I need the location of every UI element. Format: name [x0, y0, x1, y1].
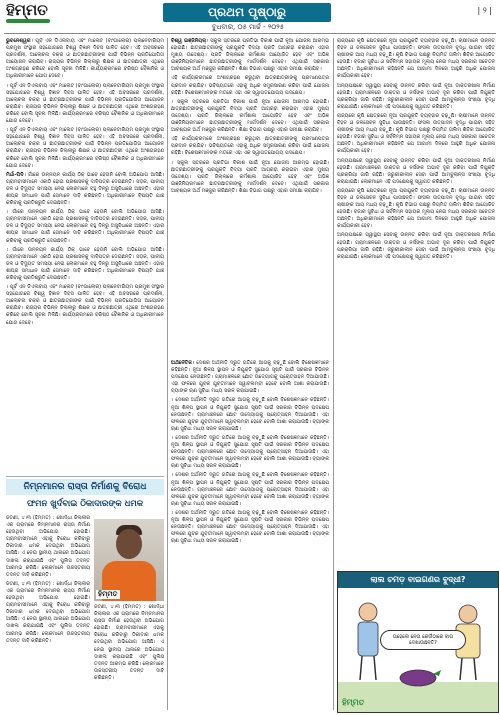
- box-body-under-photo: ଜଟଣୀ, ୪।୩ (ହିମ୍ମତ) : ଖୋର୍ଦ୍ଧା ଜିଲ୍ଲାର ଏକ ଗ୍ରାମରେ ନିମ୍ନମାନର ରାସ୍ତା ନିର୍ମାଣ ହେଉଥିବା ଅଭିଯୋଗ ହୋଇଛି। ଗ୍ରାମବାସୀମାନେ ଏହାକୁ ବିରୋଧ କରିବାରୁ ଠିକାଦାର ଧମକ ଦେଇଥିବା ଅଭିଯୋଗ ଆସିଛି। ଏ ନେଇ ସ୍ଥାନୀୟ ଥାନାରେ ଅଭିଯୋଗ ଦାଖଲ କରାଯାଇଛି ଏବଂ ପୁଲିସ ତଦନ୍ତ ଆରମ୍ଭ କରିଛି। ଲୋକମାନେ ଉଚ୍ଚସ୍ତରୀୟ ତଦନ୍ତ ଦାବି କରିଛନ୍ତି।: [94, 604, 164, 681]
- col2b-heading: ଅର୍ଥନୈତିକ: [171, 360, 192, 366]
- col1-body2: । ଗାଁରେ ଉନ୍ନୟନ କାର୍ଯ୍ୟ ଠିକ୍ ଭାବେ ହେଉନି ବୋଲି ଅଭିଯୋଗ ଆସିଛି। ଗ୍ରାମବାସୀମାନେ ଏକାଠି ହୋଇ ପ୍ରଶାସନକୁ ଦାବିପତ୍ର ଦେଇଛନ୍ତି। ସଡ଼କ, ପାନୀୟ ଜଳ ଓ ବିଦ୍ୟୁତ ସମସ୍ୟା ନେଇ ଲୋକମାନେ ବହୁ ଦିନରୁ ଅସୁବିଧାରେ ଅଛନ୍ତି। ଏହାର ଶୀଘ୍ର ସମାଧାନ ପାଇଁ ସେମାନେ ଦାବି କରିଛନ୍ତି। ଅଧିକାରୀମାନେ ବିଷୟଟି ଯାଞ୍ଚ କରିବାକୁ ପ୍ରତିଶ୍ରୁତି ଦେଇଛନ୍ତି।: [6, 171, 164, 207]
- column-divider-2: [333, 38, 334, 710]
- col2-body-repeat-2: । ସ୍କୁଲ ସ୍ତରରେ ପ୍ରତିଭା ବିକାଶ ପାଇଁ ନୂଆ ଯୋଜନା ଆରମ୍ଭ ହୋଇଛି। ଛାତ୍ରଛାତ୍ରୀଙ୍କୁ ପ୍ରଯୁକ୍ତି ବିଦ୍ୟା ପ୍ରତି ଆଗ୍ରହୀ କରାଇବା ଏହାର ମୁଖ୍ୟ ଉଦ୍ଦେଶ୍ୟ। ପ୍ରତି ଜିଲ୍ଲାରେ କର୍ମଶାଳା ଆୟୋଜିତ ହେବ ଏବଂ ଅଭିଜ୍ଞ ଇଞ୍ଜିନିୟରମାନେ ଛାତ୍ରଛାତ୍ରୀଙ୍କୁ ମାର୍ଗଦର୍ଶନ ଦେବେ। ଏଥିପାଇଁ ସରକାର ଆବଶ୍ୟକ ଅର୍ଥ ମଞ୍ଜୁର କରିଛନ୍ତି। ଶିକ୍ଷା ବିଭାଗ ପକ୍ଷରୁ ଏହାର ସମୀକ୍ଷା କରାଯିବ।: [171, 159, 329, 194]
- col2-body: । ସ୍କୁଲ ସ୍ତରରେ ପ୍ରତିଭା ବିକାଶ ପାଇଁ ନୂଆ ଯୋଜନା ଆରମ୍ଭ ହୋଇଛି। ଛାତ୍ରଛାତ୍ରୀଙ୍କୁ ପ୍ରଯୁକ୍ତି ବିଦ୍ୟା ପ୍ରତି ଆଗ୍ରହୀ କରାଇବା ଏହାର ମୁଖ୍ୟ ଉଦ୍ଦେଶ୍ୟ। ପ୍ରତି ଜିଲ୍ଲାରେ କର୍ମଶାଳା ଆୟୋଜିତ ହେବ ଏବଂ ଅଭିଜ୍ଞ ଇଞ୍ଜିନିୟରମାନେ ଛାତ୍ରଛାତ୍ରୀଙ୍କୁ ମାର୍ଗଦର୍ଶନ ଦେବେ। ଏଥିପାଇଁ ସରକାର ଆବଶ୍ୟକ ଅର୍ଥ ମଞ୍ଜୁର କରିଛନ୍ତି। ଶିକ୍ଷା ବିଭାଗ ପକ୍ଷରୁ ଏହାର ସମୀକ୍ଷା କରାଯିବ।: [171, 38, 329, 73]
- column-3: [337, 38, 495, 566]
- col2-body2: ଏହି କାର୍ଯ୍ୟକ୍ରମରେ ଅଂଶଗ୍ରହଣ କରୁଥିବା ଛାତ୍ରଛାତ୍ରୀଙ୍କୁ ପ୍ରମାଣପତ୍ର ପ୍ରଦାନ କରାଯିବ। ଭବିଷ୍ୟତରେ ଏହାକୁ ଅଧିକ ସମ୍ପ୍ରସାରଣ କରିବା ପାଇଁ ଯୋଜନା ରହିଛି। ବିଶେଷଜ୍ଞମାନଙ୍କ ମତରେ ଏହା ଏକ ସ୍ୱାଗତଯୋଗ୍ୟ ପଦକ୍ଷେପ।: [171, 75, 329, 96]
- col1-body2-repeat: । ଗାଁରେ ଉନ୍ନୟନ କାର୍ଯ୍ୟ ଠିକ୍ ଭାବେ ହେଉନି ବୋଲି ଅଭିଯୋଗ ଆସିଛି। ଗ୍ରାମବାସୀମାନେ ଏକାଠି ହୋଇ ପ୍ରଶାସନକୁ ଦାବିପତ୍ର ଦେଇଛନ୍ତି। ସଡ଼କ, ପାନୀୟ ଜଳ ଓ ବିଦ୍ୟୁତ ସମସ୍ୟା ନେଇ ଲୋକମାନେ ବହୁ ଦିନରୁ ଅସୁବିଧାରେ ଅଛନ୍ତି। ଏହାର ଶୀଘ୍ର ସମାଧାନ ପାଇଁ ସେମାନେ ଦାବି କରିଛନ୍ତି। ଅଧିକାରୀମାନେ ବିଷୟଟି ଯାଞ୍ଚ କରିବାକୁ ପ୍ରତିଶ୍ରୁତି ଦେଇଛନ୍ତି।: [6, 209, 164, 244]
- col3-body-repeat-2: ରାଜ୍ୟରେ କୃଷି କ୍ଷେତ୍ରରେ ନୂଆ ପ୍ରଯୁକ୍ତି ବ୍ୟବହାର ବଢ଼ୁଛି। ଚାଷୀମାନେ ଉନ୍ନତ ବିହନ ଓ ଜଳସେଚନ ସୁବିଧା ପାଉଛନ୍ତି। ଫସଲ ଉତ୍ପାଦନ ବୃଦ୍ଧି ପାଇବା ସହିତ ଚାଷୀଙ୍କ ଆୟ ମଧ୍ୟ ବଢ଼ୁଛି। କୃଷି ବିଭାଗ ପକ୍ଷରୁ ନିୟମିତ ତାଲିମ ଶିବିର ଆୟୋଜିତ ହେଉଛି। ବଜାର ସୁବିଧା ଓ ସର୍ବନିମ୍ନ ସହାୟକ ମୂଲ୍ୟ ନେଇ ମଧ୍ୟ ସରକାର ସଚେତନ ଅଛନ୍ତି। ଅଧିକାରୀମାନେ କହିଛନ୍ତି ଯେ ଆଗାମୀ ଦିନରେ ଆହୁରି ଅଧିକ ଯୋଜନା କାର୍ଯ୍ୟକାରୀ ହେବ।: [337, 187, 495, 230]
- col2b-body-repeat-4: । ଦେଶର ଅର୍ଥନୀତି ଦ୍ରୁତ ଗତିରେ ଆଗକୁ ବଢ଼ୁଛି ବୋଲି ବିଶେଷଜ୍ଞମାନେ କହିଛନ୍ତି। ନୂଆ ଶିଳ୍ପ ସ୍ଥାପନ ଓ ନିଯୁକ୍ତି ସୁଯୋଗ ସୃଷ୍ଟି ପାଇଁ ସରକାର ବିଭିନ୍ନ ପଦକ୍ଷେପ ନେଉଛନ୍ତି। ଗ୍ରାମାଞ୍ଚଳରେ ଛୋଟ ଉଦ୍ୟୋଗକୁ ପ୍ରୋତ୍ସାହନ ଦିଆଯାଉଛି। ଏହା ଫଳରେ ଯୁବକ ଯୁବତୀମାନେ ସ୍ୱାବଲମ୍ବୀ ହେବେ ବୋଲି ଆଶା କରାଯାଉଛି। ବ୍ୟାଙ୍କ ଋଣ ସୁବିଧା ମଧ୍ୟ ସରଳ କରାଯାଇଛି।: [171, 509, 329, 545]
- cartoon-figure-right-head: [459, 605, 477, 623]
- col3-body2: ଅନ୍ୟପକ୍ଷରେ ସ୍ୱାସ୍ଥ୍ୟ ସେବାକୁ ଉନ୍ନତ କରିବା ପାଇଁ ନୂଆ ଡାକ୍ତରଖାନା ନିର୍ମାଣ ହେଉଛି। ଗ୍ରାମାଞ୍ଚଳରେ ଡାକ୍ତର ଓ ନର୍ସଙ୍କ ଅଭାବ ଦୂର କରିବା ପାଇଁ ନିଯୁକ୍ତି ପ୍ରକ୍ରିୟା ଜାରି ରହିଛି। ଜରୁରୀକାଳୀନ ସେବା ପାଇଁ ଆମ୍ବୁଲାନ୍ସ ସଂଖ୍ୟା ବୃଦ୍ଧି କରାଯାଇଛି। ଲୋକମାନେ ଏହି ପଦକ୍ଷେପକୁ ସ୍ୱାଗତ କରିଛନ୍ତି।: [337, 82, 495, 110]
- page-header: [0, 0, 500, 30]
- col2b-body-repeat-2: । ଦେଶର ଅର୍ଥନୀତି ଦ୍ରୁତ ଗତିରେ ଆଗକୁ ବଢ଼ୁଛି ବୋଲି ବିଶେଷଜ୍ଞମାନେ କହିଛନ୍ତି। ନୂଆ ଶିଳ୍ପ ସ୍ଥାପନ ଓ ନିଯୁକ୍ତି ସୁଯୋଗ ସୃଷ୍ଟି ପାଇଁ ସରକାର ବିଭିନ୍ନ ପଦକ୍ଷେପ ନେଉଛନ୍ତି। ଗ୍ରାମାଞ୍ଚଳରେ ଛୋଟ ଉଦ୍ୟୋଗକୁ ପ୍ରୋତ୍ସାହନ ଦିଆଯାଉଛି। ଏହା ଫଳରେ ଯୁବକ ଯୁବତୀମାନେ ସ୍ୱାବଲମ୍ବୀ ହେବେ ବୋଲି ଆଶା କରାଯାଉଛି। ବ୍ୟାଙ୍କ ଋଣ ସୁବିଧା ମଧ୍ୟ ସରଳ କରାଯାଇଛି।: [171, 434, 329, 470]
- column-1: [6, 38, 164, 474]
- header-rule: [4, 33, 496, 34]
- col1-body2-repeat-2: । ଗାଁରେ ଉନ୍ନୟନ କାର୍ଯ୍ୟ ଠିକ୍ ଭାବେ ହେଉନି ବୋଲି ଅଭିଯୋଗ ଆସିଛି। ଗ୍ରାମବାସୀମାନେ ଏକାଠି ହୋଇ ପ୍ରଶାସନକୁ ଦାବିପତ୍ର ଦେଇଛନ୍ତି। ସଡ଼କ, ପାନୀୟ ଜଳ ଓ ବିଦ୍ୟୁତ ସମସ୍ୟା ନେଇ ଲୋକମାନେ ବହୁ ଦିନରୁ ଅସୁବିଧାରେ ଅଛନ୍ତି। ଏହାର ଶୀଘ୍ର ସମାଧାନ ପାଇଁ ସେମାନେ ଦାବି କରିଛନ୍ତି। ଅଧିକାରୀମାନେ ବିଷୟଟି ଯାଞ୍ଚ କରିବାକୁ ପ୍ରତିଶ୍ରୁତି ଦେଇଛନ୍ତି।: [6, 246, 164, 281]
- cartoon-logo: ହିମ୍ମତ: [342, 698, 365, 707]
- col1-body-repeat-2: । ପୂର୍ବ ଏନ ଡିଏଲବାୟ ଏବଂ ମାଲେଟ (ବାଂଗାଲୋର) ପ୍ଲାନେଟାରିୟମ ପ୍ରମୁଖ ସଂସ୍ଥାର ସହଯୋଗରେ ବିଶ୍ୱ ବିଜ୍ଞାନ ଦିବସ ପାଳିତ ହେବ। ଏହି ଅବସରରେ ପ୍ରଦର୍ଶନୀ, ଆଲୋଚନା ଚକ୍ର ଓ ଛାତ୍ରଛାତ୍ରୀଙ୍କ ପାଇଁ ବିଭିନ୍ନ ପ୍ରତିଯୋଗିତା ଆୟୋଜନ କରାଯିବ। ରାଜ୍ୟର ବିଭିନ୍ନ ଜିଲ୍ଲାରୁ ଶିକ୍ଷକ ଓ ଛାତ୍ରଛାତ୍ରୀ ଏଥିରେ ଅଂଶଗ୍ରହଣ କରିବେ ବୋଲି ସୂଚନା ମିଳିଛି। କାର୍ଯ୍ୟକ୍ରମରେ ବରିଷ୍ଠ ବୈଜ୍ଞାନିକ ଓ ଅଧିକାରୀମାନେ ଯୋଗ ଦେବେ।: [6, 127, 164, 169]
- logo-underline: [6, 19, 50, 23]
- col2-heading: ବିଶ୍ୱ ଇଞ୍ଜିନିୟର୍: [171, 38, 207, 44]
- photo-face: [116, 529, 142, 559]
- box-subheadline: ଫମନ ଖୁର୍ଦବାଇ ଠିକାଦାରଙ୍କ ଧମକ: [26, 499, 144, 509]
- col1-body-repeat-3: । ପୂର୍ବ ଏନ ଡିଏଲବାୟ ଏବଂ ମାଲେଟ (ବାଂଗାଲୋର) ପ୍ଲାନେଟାରିୟମ ପ୍ରମୁଖ ସଂସ୍ଥାର ସହଯୋଗରେ ବିଶ୍ୱ ବିଜ୍ଞାନ ଦିବସ ପାଳିତ ହେବ। ଏହି ଅବସରରେ ପ୍ରଦର୍ଶନୀ, ଆଲୋଚନା ଚକ୍ର ଓ ଛାତ୍ରଛାତ୍ରୀଙ୍କ ପାଇଁ ବିଭିନ୍ନ ପ୍ରତିଯୋଗିତା ଆୟୋଜନ କରାଯିବ। ରାଜ୍ୟର ବିଭିନ୍ନ ଜିଲ୍ଲାରୁ ଶିକ୍ଷକ ଓ ଛାତ୍ରଛାତ୍ରୀ ଏଥିରେ ଅଂଶଗ୍ରହଣ କରିବେ ବୋଲି ସୂଚନା ମିଳିଛି। କାର୍ଯ୍ୟକ୍ରମରେ ବରିଷ୍ଠ ବୈଜ୍ଞାନିକ ଓ ଅଧିକାରୀମାନେ ଯୋଗ ଦେବେ।: [6, 284, 164, 326]
- col2b-body-repeat-3: । ଦେଶର ଅର୍ଥନୀତି ଦ୍ରୁତ ଗତିରେ ଆଗକୁ ବଢ଼ୁଛି ବୋଲି ବିଶେଷଜ୍ଞମାନେ କହିଛନ୍ତି। ନୂଆ ଶିଳ୍ପ ସ୍ଥାପନ ଓ ନିଯୁକ୍ତି ସୁଯୋଗ ସୃଷ୍ଟି ପାଇଁ ସରକାର ବିଭିନ୍ନ ପଦକ୍ଷେପ ନେଉଛନ୍ତି। ଗ୍ରାମାଞ୍ଚଳରେ ଛୋଟ ଉଦ୍ୟୋଗକୁ ପ୍ରୋତ୍ସାହନ ଦିଆଯାଉଛି। ଏହା ଫଳରେ ଯୁବକ ଯୁବତୀମାନେ ସ୍ୱାବଲମ୍ବୀ ହେବେ ବୋଲି ଆଶା କରାଯାଉଛି। ବ୍ୟାଙ୍କ ଋଣ ସୁବିଧା ମଧ୍ୟ ସରଳ କରାଯାଇଛି।: [171, 472, 329, 507]
- col3-body2-repeat: ଅନ୍ୟପକ୍ଷରେ ସ୍ୱାସ୍ଥ୍ୟ ସେବାକୁ ଉନ୍ନତ କରିବା ପାଇଁ ନୂଆ ଡାକ୍ତରଖାନା ନିର୍ମାଣ ହେଉଛି। ଗ୍ରାମାଞ୍ଚଳରେ ଡାକ୍ତର ଓ ନର୍ସଙ୍କ ଅଭାବ ଦୂର କରିବା ପାଇଁ ନିଯୁକ୍ତି ପ୍ରକ୍ରିୟା ଜାରି ରହିଛି। ଜରୁରୀକାଳୀନ ସେବା ପାଇଁ ଆମ୍ବୁଲାନ୍ସ ସଂଖ୍ୟା ବୃଦ୍ଧି କରାଯାଇଛି। ଲୋକମାନେ ଏହି ପଦକ୍ଷେପକୁ ସ୍ୱାଗତ କରିଛନ୍ତି।: [337, 157, 495, 185]
- box-body-repeat: ଜଟଣୀ, ୪।୩ (ହିମ୍ମତ) : ଖୋର୍ଦ୍ଧା ଜିଲ୍ଲାର ଏକ ଗ୍ରାମରେ ନିମ୍ନମାନର ରାସ୍ତା ନିର୍ମାଣ ହେଉଥିବା ଅଭିଯୋଗ ହୋଇଛି। ଗ୍ରାମବାସୀମାନେ ଏହାକୁ ବିରୋଧ କରିବାରୁ ଠିକାଦାର ଧମକ ଦେଇଥିବା ଅଭିଯୋଗ ଆସିଛି। ଏ ନେଇ ସ୍ଥାନୀୟ ଥାନାରେ ଅଭିଯୋଗ ଦାଖଲ କରାଯାଇଛି ଏବଂ ପୁଲିସ ତଦନ୍ତ ଆରମ୍ଭ କରିଛି। ଲୋକମାନେ ଉଚ୍ଚସ୍ତରୀୟ ତଦନ୍ତ ଦାବି କରିଛନ୍ତି।: [6, 580, 90, 644]
- col2b-body: । ଦେଶର ଅର୍ଥନୀତି ଦ୍ରୁତ ଗତିରେ ଆଗକୁ ବଢ଼ୁଛି ବୋଲି ବିଶେଷଜ୍ଞମାନେ କହିଛନ୍ତି। ନୂଆ ଶିଳ୍ପ ସ୍ଥାପନ ଓ ନିଯୁକ୍ତି ସୁଯୋଗ ସୃଷ୍ଟି ପାଇଁ ସରକାର ବିଭିନ୍ନ ପଦକ୍ଷେପ ନେଉଛନ୍ତି। ଗ୍ରାମାଞ୍ଚଳରେ ଛୋଟ ଉଦ୍ୟୋଗକୁ ପ୍ରୋତ୍ସାହନ ଦିଆଯାଉଛି। ଏହା ଫଳରେ ଯୁବକ ଯୁବତୀମାନେ ସ୍ୱାବଲମ୍ବୀ ହେବେ ବୋଲି ଆଶା କରାଯାଉଛି। ବ୍ୟାଙ୍କ ଋଣ ସୁବିଧା ମଧ୍ୟ ସରଳ କରାଯାଇଛି।: [171, 360, 329, 395]
- cartoon-figure-right-leg-2: [474, 658, 476, 680]
- cartoon-figure-left-leg-2: [374, 656, 376, 680]
- col1-body-repeat: । ପୂର୍ବ ଏନ ଡିଏଲବାୟ ଏବଂ ମାଲେଟ (ବାଂଗାଲୋର) ପ୍ଲାନେଟାରିୟମ ପ୍ରମୁଖ ସଂସ୍ଥାର ସହଯୋଗରେ ବିଶ୍ୱ ବିଜ୍ଞାନ ଦିବସ ପାଳିତ ହେବ। ଏହି ଅବସରରେ ପ୍ରଦର୍ଶନୀ, ଆଲୋଚନା ଚକ୍ର ଓ ଛାତ୍ରଛାତ୍ରୀଙ୍କ ପାଇଁ ବିଭିନ୍ନ ପ୍ରତିଯୋଗିତା ଆୟୋଜନ କରାଯିବ। ରାଜ୍ୟର ବିଭିନ୍ନ ଜିଲ୍ଲାରୁ ଶିକ୍ଷକ ଓ ଛାତ୍ରଛାତ୍ରୀ ଏଥିରେ ଅଂଶଗ୍ରହଣ କରିବେ ବୋଲି ସୂଚନା ମିଳିଛି। କାର୍ଯ୍ୟକ୍ରମରେ ବରିଷ୍ଠ ବୈଜ୍ଞାନିକ ଓ ଅଧିକାରୀମାନେ ଯୋଗ ଦେବେ।: [6, 82, 164, 125]
- issue-date: ବୁଧବାର, ୦୫ ମାର୍ଚ୍ଚ - ୨୦୨୫: [211, 23, 285, 31]
- box-story-text: [6, 515, 90, 709]
- photo-tag: ହିମ୍ମତ: [98, 590, 118, 598]
- col2-body2-repeat: ଏହି କାର୍ଯ୍ୟକ୍ରମରେ ଅଂଶଗ୍ରହଣ କରୁଥିବା ଛାତ୍ରଛାତ୍ରୀଙ୍କୁ ପ୍ରମାଣପତ୍ର ପ୍ରଦାନ କରାଯିବ। ଭବିଷ୍ୟତରେ ଏହାକୁ ଅଧିକ ସମ୍ପ୍ରସାରଣ କରିବା ପାଇଁ ଯୋଜନା ରହିଛି। ବିଶେଷଜ୍ଞମାନଙ୍କ ମତରେ ଏହା ଏକ ସ୍ୱାଗତଯୋଗ୍ୟ ପଦକ୍ଷେପ।: [171, 136, 329, 157]
- box-top-rule: [6, 476, 164, 477]
- col2b-body-repeat: । ଦେଶର ଅର୍ଥନୀତି ଦ୍ରୁତ ଗତିରେ ଆଗକୁ ବଢ଼ୁଛି ବୋଲି ବିଶେଷଜ୍ଞମାନେ କହିଛନ୍ତି। ନୂଆ ଶିଳ୍ପ ସ୍ଥାପନ ଓ ନିଯୁକ୍ତି ସୁଯୋଗ ସୃଷ୍ଟି ପାଇଁ ସରକାର ବିଭିନ୍ନ ପଦକ୍ଷେପ ନେଉଛନ୍ତି। ଗ୍ରାମାଞ୍ଚଳରେ ଛୋଟ ଉଦ୍ୟୋଗକୁ ପ୍ରୋତ୍ସାହନ ଦିଆଯାଉଛି। ଏହା ଫଳରେ ଯୁବକ ଯୁବତୀମାନେ ସ୍ୱାବଲମ୍ବୀ ହେବେ ବୋଲି ଆଶା କରାଯାଉଛି। ବ୍ୟାଙ୍କ ଋଣ ସୁବିଧା ମଧ୍ୟ ସରଳ କରାଯାଇଛି।: [171, 397, 329, 432]
- cartoon-title: ଲାଲ ଚମଡ଼ ବାଇଗଣର ବୁଦ୍ଧୀ?: [338, 572, 498, 588]
- col1-body: । ପୂର୍ବ ଏନ ଡିଏଲବାୟ ଏବଂ ମାଲେଟ (ବାଂଗାଲୋର) ପ୍ଲାନେଟାରିୟମ ପ୍ରମୁଖ ସଂସ୍ଥାର ସହଯୋଗରେ ବିଶ୍ୱ ବିଜ୍ଞାନ ଦିବସ ପାଳିତ ହେବ। ଏହି ଅବସରରେ ପ୍ରଦର୍ଶନୀ, ଆଲୋଚନା ଚକ୍ର ଓ ଛାତ୍ରଛାତ୍ରୀଙ୍କ ପାଇଁ ବିଭିନ୍ନ ପ୍ରତିଯୋଗିତା ଆୟୋଜନ କରାଯିବ। ରାଜ୍ୟର ବିଭିନ୍ନ ଜିଲ୍ଲାରୁ ଶିକ୍ଷକ ଓ ଛାତ୍ରଛାତ୍ରୀ ଏଥିରେ ଅଂଶଗ୍ରହଣ କରିବେ ବୋଲି ସୂଚନା ମିଳିଛି। କାର୍ଯ୍ୟକ୍ରମରେ ବରିଷ୍ଠ ବୈଜ୍ଞାନିକ ଓ ଅଧିକାରୀମାନେ ଯୋଗ ଦେବେ।: [6, 38, 164, 80]
- col3-body: ରାଜ୍ୟରେ କୃଷି କ୍ଷେତ୍ରରେ ନୂଆ ପ୍ରଯୁକ୍ତି ବ୍ୟବହାର ବଢ଼ୁଛି। ଚାଷୀମାନେ ଉନ୍ନତ ବିହନ ଓ ଜଳସେଚନ ସୁବିଧା ପାଉଛନ୍ତି। ଫସଲ ଉତ୍ପାଦନ ବୃଦ୍ଧି ପାଇବା ସହିତ ଚାଷୀଙ୍କ ଆୟ ମଧ୍ୟ ବଢ଼ୁଛି। କୃଷି ବିଭାଗ ପକ୍ଷରୁ ନିୟମିତ ତାଲିମ ଶିବିର ଆୟୋଜିତ ହେଉଛି। ବଜାର ସୁବିଧା ଓ ସର୍ବନିମ୍ନ ସହାୟକ ମୂଲ୍ୟ ନେଇ ମଧ୍ୟ ସରକାର ସଚେତନ ଅଛନ୍ତି। ଅଧିକାରୀମାନେ କହିଛନ୍ତି ଯେ ଆଗାମୀ ଦିନରେ ଆହୁରି ଅଧିକ ଯୋଜନା କାର୍ଯ୍ୟକାରୀ ହେବ।: [337, 38, 495, 80]
- reporter-photo: [94, 519, 164, 601]
- cartoon-figure-left-body: [358, 622, 378, 656]
- cartoon-figure-left-leg: [360, 656, 362, 680]
- col3-body2-repeat-2: ଅନ୍ୟପକ୍ଷରେ ସ୍ୱାସ୍ଥ୍ୟ ସେବାକୁ ଉନ୍ନତ କରିବା ପାଇଁ ନୂଆ ଡାକ୍ତରଖାନା ନିର୍ମାଣ ହେଉଛି। ଗ୍ରାମାଞ୍ଚଳରେ ଡାକ୍ତର ଓ ନର୍ସଙ୍କ ଅଭାବ ଦୂର କରିବା ପାଇଁ ନିଯୁକ୍ତି ପ୍ରକ୍ରିୟା ଜାରି ରହିଛି। ଜରୁରୀକାଳୀନ ସେବା ପାଇଁ ଆମ୍ବୁଲାନ୍ସ ସଂଖ୍ୟା ବୃଦ୍ଧି କରାଯାଇଛି। ଲୋକମାନେ ଏହି ପଦକ୍ଷେପକୁ ସ୍ୱାଗତ କରିଛନ୍ତି।: [337, 232, 495, 260]
- cartoon-figure-left-head: [359, 603, 377, 621]
- col2-body-repeat: । ସ୍କୁଲ ସ୍ତରରେ ପ୍ରତିଭା ବିକାଶ ପାଇଁ ନୂଆ ଯୋଜନା ଆରମ୍ଭ ହୋଇଛି। ଛାତ୍ରଛାତ୍ରୀଙ୍କୁ ପ୍ରଯୁକ୍ତି ବିଦ୍ୟା ପ୍ରତି ଆଗ୍ରହୀ କରାଇବା ଏହାର ମୁଖ୍ୟ ଉଦ୍ଦେଶ୍ୟ। ପ୍ରତି ଜିଲ୍ଲାରେ କର୍ମଶାଳା ଆୟୋଜିତ ହେବ ଏବଂ ଅଭିଜ୍ଞ ଇଞ୍ଜିନିୟରମାନେ ଛାତ୍ରଛାତ୍ରୀଙ୍କୁ ମାର୍ଗଦର୍ଶନ ଦେବେ। ଏଥିପାଇଁ ସରକାର ଆବଶ୍ୟକ ଅର୍ଥ ମଞ୍ଜୁର କରିଛନ୍ତି। ଶିକ୍ଷା ବିଭାଗ ପକ୍ଷରୁ ଏହାର ସମୀକ୍ଷା କରାଯିବ।: [171, 98, 329, 134]
- box-body: ଜଟଣୀ, ୪।୩ (ହିମ୍ମତ) : ଖୋର୍ଦ୍ଧା ଜିଲ୍ଲାର ଏକ ଗ୍ରାମରେ ନିମ୍ନମାନର ରାସ୍ତା ନିର୍ମାଣ ହେଉଥିବା ଅଭିଯୋଗ ହୋଇଛି। ଗ୍ରାମବାସୀମାନେ ଏହାକୁ ବିରୋଧ କରିବାରୁ ଠିକାଦାର ଧମକ ଦେଇଥିବା ଅଭିଯୋଗ ଆସିଛି। ଏ ନେଇ ସ୍ଥାନୀୟ ଥାନାରେ ଅଭିଯୋଗ ଦାଖଲ କରାଯାଇଛି ଏବଂ ପୁଲିସ ତଦନ୍ତ ଆରମ୍ଭ କରିଛି। ଲୋକମାନେ ଉଚ୍ଚସ୍ତରୀୟ ତଦନ୍ତ ଦାବି କରିଛନ୍ତି।: [6, 515, 90, 578]
- cartoon-figure-right-leg: [460, 658, 462, 680]
- box-headline: ନିମ୍ନମାନର ରାସ୍ତା ନିର୍ମାଣକୁ ବିରୋଧ: [6, 479, 164, 495]
- logo-text: ହିମ୍ମତ: [6, 1, 48, 19]
- column-2b: [171, 360, 329, 710]
- box-story-text-2: [94, 604, 164, 709]
- section-banner: ପ୍ରଥମ ପୃଷ୍ଠାରୁ: [163, 3, 331, 22]
- editorial-cartoon: [337, 571, 499, 713]
- page-number: | ୨ |: [477, 6, 492, 15]
- column-divider-1: [167, 38, 168, 710]
- newspaper-logo: [6, 2, 54, 24]
- cartoon-speech-bubble: ତାହେଲେ ନେତା କେଉଁଠାରେ ବାଗ ଦେଖାଉଛନ୍ତି?: [380, 630, 466, 650]
- column-2: [171, 38, 329, 358]
- col1-heading: ଭୁବନେଶ୍ୱର: [6, 38, 31, 44]
- col1-subheading: ମିର୍ଧା-ପିଦି: [6, 171, 24, 178]
- cartoon-brinjal: [400, 670, 436, 686]
- col3-body-repeat: ରାଜ୍ୟରେ କୃଷି କ୍ଷେତ୍ରରେ ନୂଆ ପ୍ରଯୁକ୍ତି ବ୍ୟବହାର ବଢ଼ୁଛି। ଚାଷୀମାନେ ଉନ୍ନତ ବିହନ ଓ ଜଳସେଚନ ସୁବିଧା ପାଉଛନ୍ତି। ଫସଲ ଉତ୍ପାଦନ ବୃଦ୍ଧି ପାଇବା ସହିତ ଚାଷୀଙ୍କ ଆୟ ମଧ୍ୟ ବଢ଼ୁଛି। କୃଷି ବିଭାଗ ପକ୍ଷରୁ ନିୟମିତ ତାଲିମ ଶିବିର ଆୟୋଜିତ ହେଉଛି। ବଜାର ସୁବିଧା ଓ ସର୍ବନିମ୍ନ ସହାୟକ ମୂଲ୍ୟ ନେଇ ମଧ୍ୟ ସରକାର ସଚେତନ ଅଛନ୍ତି। ଅଧିକାରୀମାନେ କହିଛନ୍ତି ଯେ ଆଗାମୀ ଦିନରେ ଆହୁରି ଅଧିକ ଯୋଜନା କାର୍ଯ୍ୟକାରୀ ହେବ।: [337, 112, 495, 155]
